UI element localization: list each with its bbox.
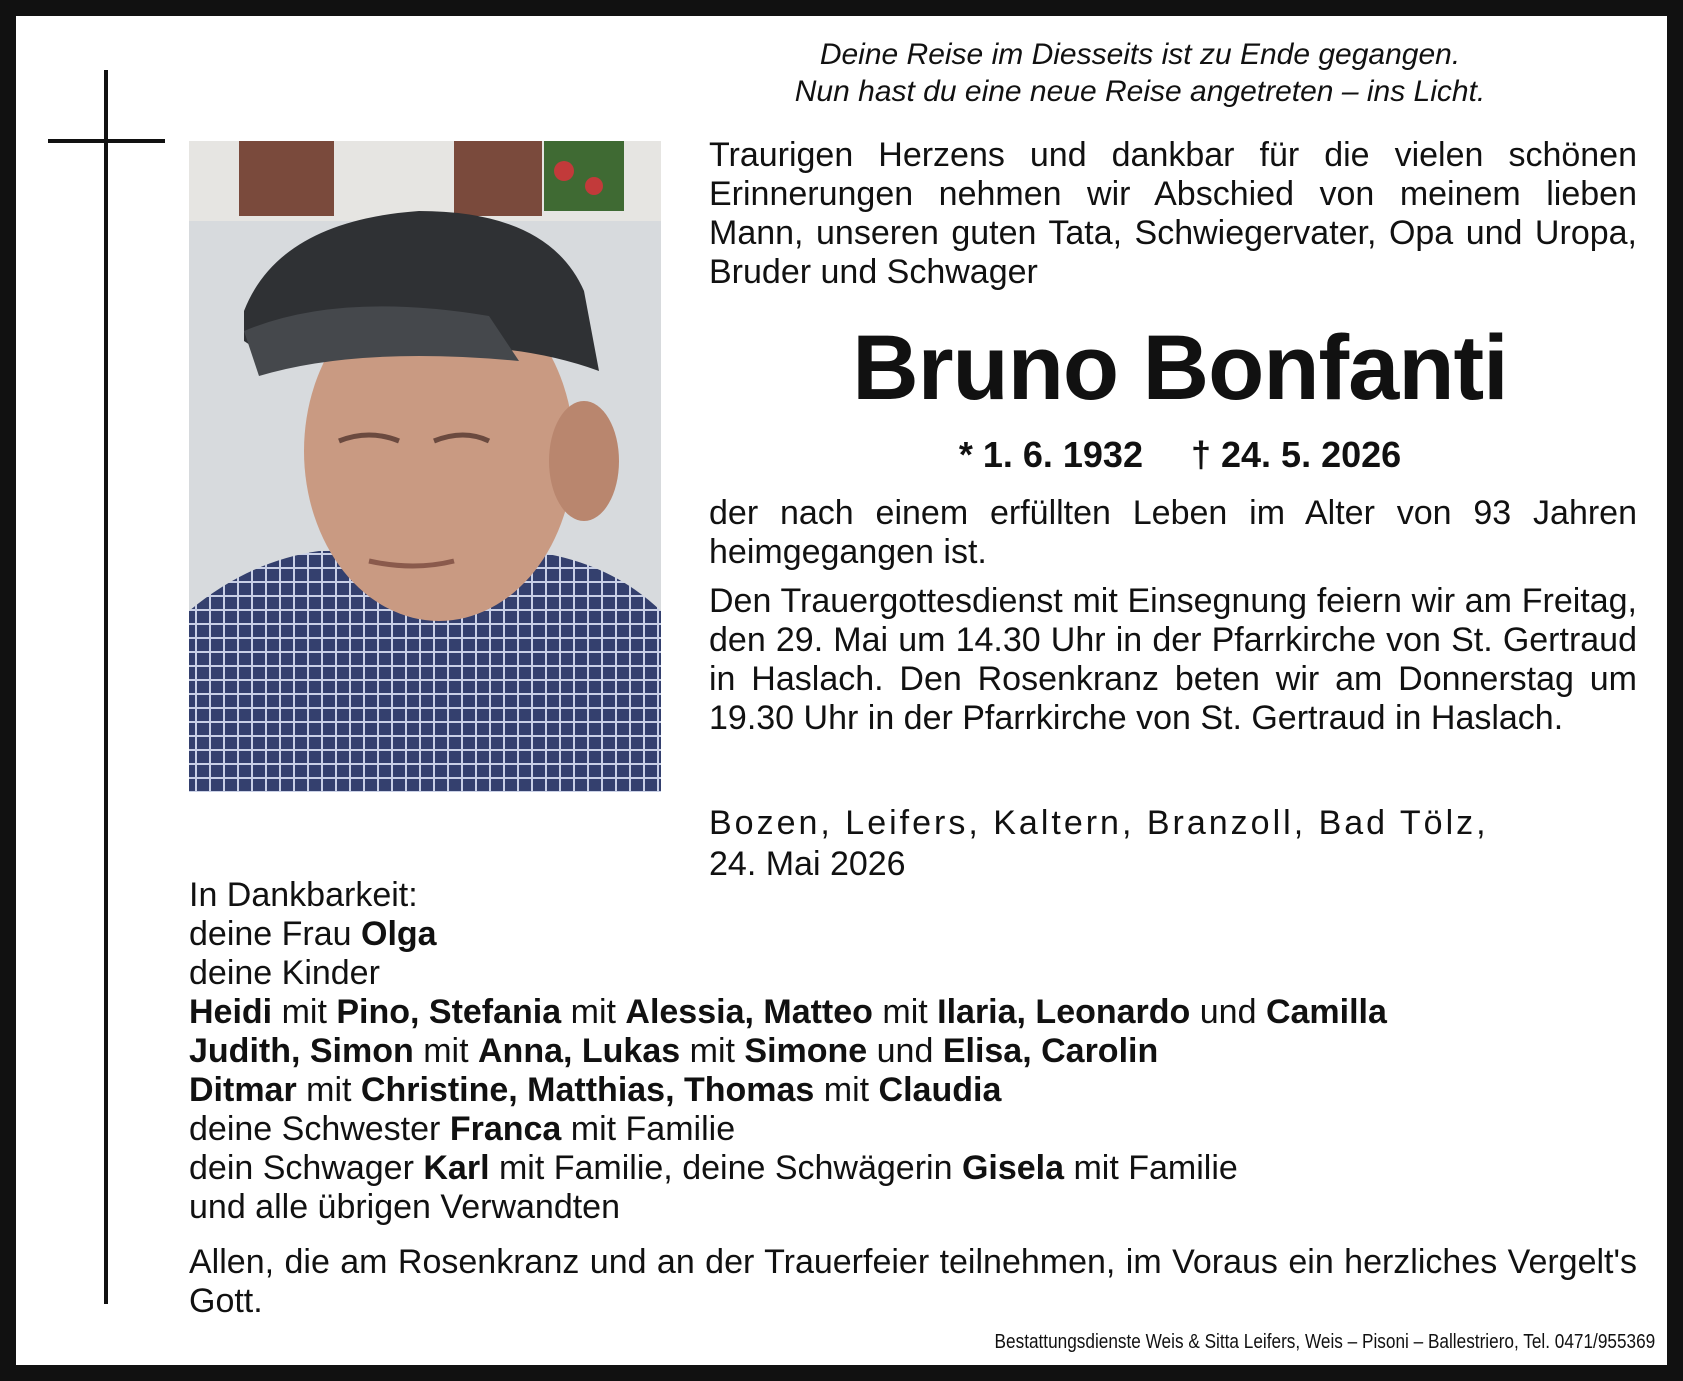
mourner-name: Simone — [744, 1032, 868, 1070]
connector-text: mit Familie, deine Schwägerin — [489, 1149, 962, 1187]
mourner-name: Franca — [449, 1110, 562, 1148]
mourner-name: Anna, Lukas — [478, 1032, 681, 1070]
mourner-line — [189, 993, 1609, 1032]
connector-text: mit — [561, 993, 626, 1031]
portrait-image — [189, 141, 661, 792]
funeral-home-footer: Bestattungsdienste Weis & Sitta Leifers, Weis – Pisoni – Ballestriero, Tel. 0471/955369 — [994, 1331, 1655, 1353]
cross-icon-vertical — [104, 70, 108, 1304]
life-dates — [700, 434, 1660, 476]
motto-line-2: Nun hast du eine neue Reise angetreten – ins Licht. — [794, 75, 1486, 108]
mourner-relatives: und alle übrigen Verwandten — [189, 1188, 620, 1226]
intro-text: Traurigen Herzens und dankbar für die vielen schönen Erinnerungen nehmen wir Abschied von meinem lieben Mann, unseren guten Tata, Schwiegervater, Opa und Uropa, Bruder und Schwager — [709, 136, 1637, 291]
motto — [700, 36, 1580, 110]
place-and-date — [709, 803, 1637, 885]
connector-text: mit — [413, 1032, 478, 1070]
portrait-photo — [189, 141, 661, 792]
cross-icon-horizontal — [48, 139, 165, 143]
mourners-heading: In Dankbarkeit: — [189, 876, 418, 914]
mourner-name: Olga — [361, 915, 437, 953]
mourner-line — [189, 1071, 1609, 1110]
connector-text: mit — [680, 1032, 745, 1070]
mourner-name: Camilla — [1265, 993, 1387, 1031]
connector-text: mit — [272, 993, 337, 1031]
places: Bozen, Leifers, Kaltern, Branzoll, Bad Tölz, — [709, 804, 1489, 842]
mourner-sister — [189, 1110, 1609, 1149]
mourner-name: Pino, Stefania — [336, 993, 562, 1031]
after-name-text: der nach einem erfüllten Leben im Alter von 93 Jahren heimgegangen ist. — [709, 494, 1637, 571]
death-date: † 24. 5. 2026 — [1190, 434, 1402, 475]
relation-label: deine Frau — [189, 915, 361, 953]
mourner-name: Karl — [423, 1149, 490, 1187]
mourner-name: Judith, Simon — [189, 1032, 414, 1070]
connector-text: und — [1190, 993, 1266, 1031]
mourner-name: Ditmar — [189, 1071, 297, 1109]
relation-label: dein Schwager — [189, 1149, 424, 1187]
deceased-name: Bruno Bonfanti — [852, 317, 1508, 419]
mourner-name: Ilaria, Leonardo — [937, 993, 1191, 1031]
connector-text: mit — [872, 993, 938, 1031]
relation-label: deine Schwester — [189, 1110, 450, 1148]
motto-line-1: Deine Reise im Diesseits ist zu Ende gegangen. — [819, 38, 1461, 71]
closing-text: Allen, die am Rosenkranz und an der Trauerfeier teilnehmen, im Voraus ein herzliches Vergelt's Gott. — [189, 1243, 1637, 1320]
mourner-inlaws — [189, 1149, 1609, 1188]
birth-date: * 1. 6. 1932 — [958, 434, 1143, 475]
connector-text: und — [867, 1032, 943, 1070]
connector-text: mit Familie — [561, 1110, 736, 1148]
connector-text: mit Familie — [1064, 1149, 1238, 1187]
mourner-name: Heidi — [189, 993, 273, 1031]
mourners-list — [189, 876, 1609, 1227]
mourner-name: Elisa, Carolin — [942, 1032, 1159, 1070]
mourner-name: Alessia, Matteo — [625, 993, 873, 1031]
notice-date: 24. Mai 2026 — [709, 845, 906, 883]
mourner-name: Claudia — [878, 1071, 1002, 1109]
mourner-wife — [189, 915, 1609, 954]
service-text: Den Trauergottesdienst mit Einsegnung feiern wir am Freitag, den 29. Mai um 14.30 Uhr in der Pfarrkirche von St. Gertraud in Haslach. Den Rosenkranz beten wir am Donnerstag um 19.30 Uhr in der Pfarrkirche von St. Gertraud in Haslach. — [709, 582, 1637, 737]
mourner-line — [189, 1032, 1609, 1071]
connector-text: mit — [814, 1071, 879, 1109]
connector-text: mit — [296, 1071, 361, 1109]
mourner-name: Christine, Matthias, Thomas — [360, 1071, 815, 1109]
children-label: deine Kinder — [189, 954, 380, 992]
mourner-name: Gisela — [961, 1149, 1065, 1187]
